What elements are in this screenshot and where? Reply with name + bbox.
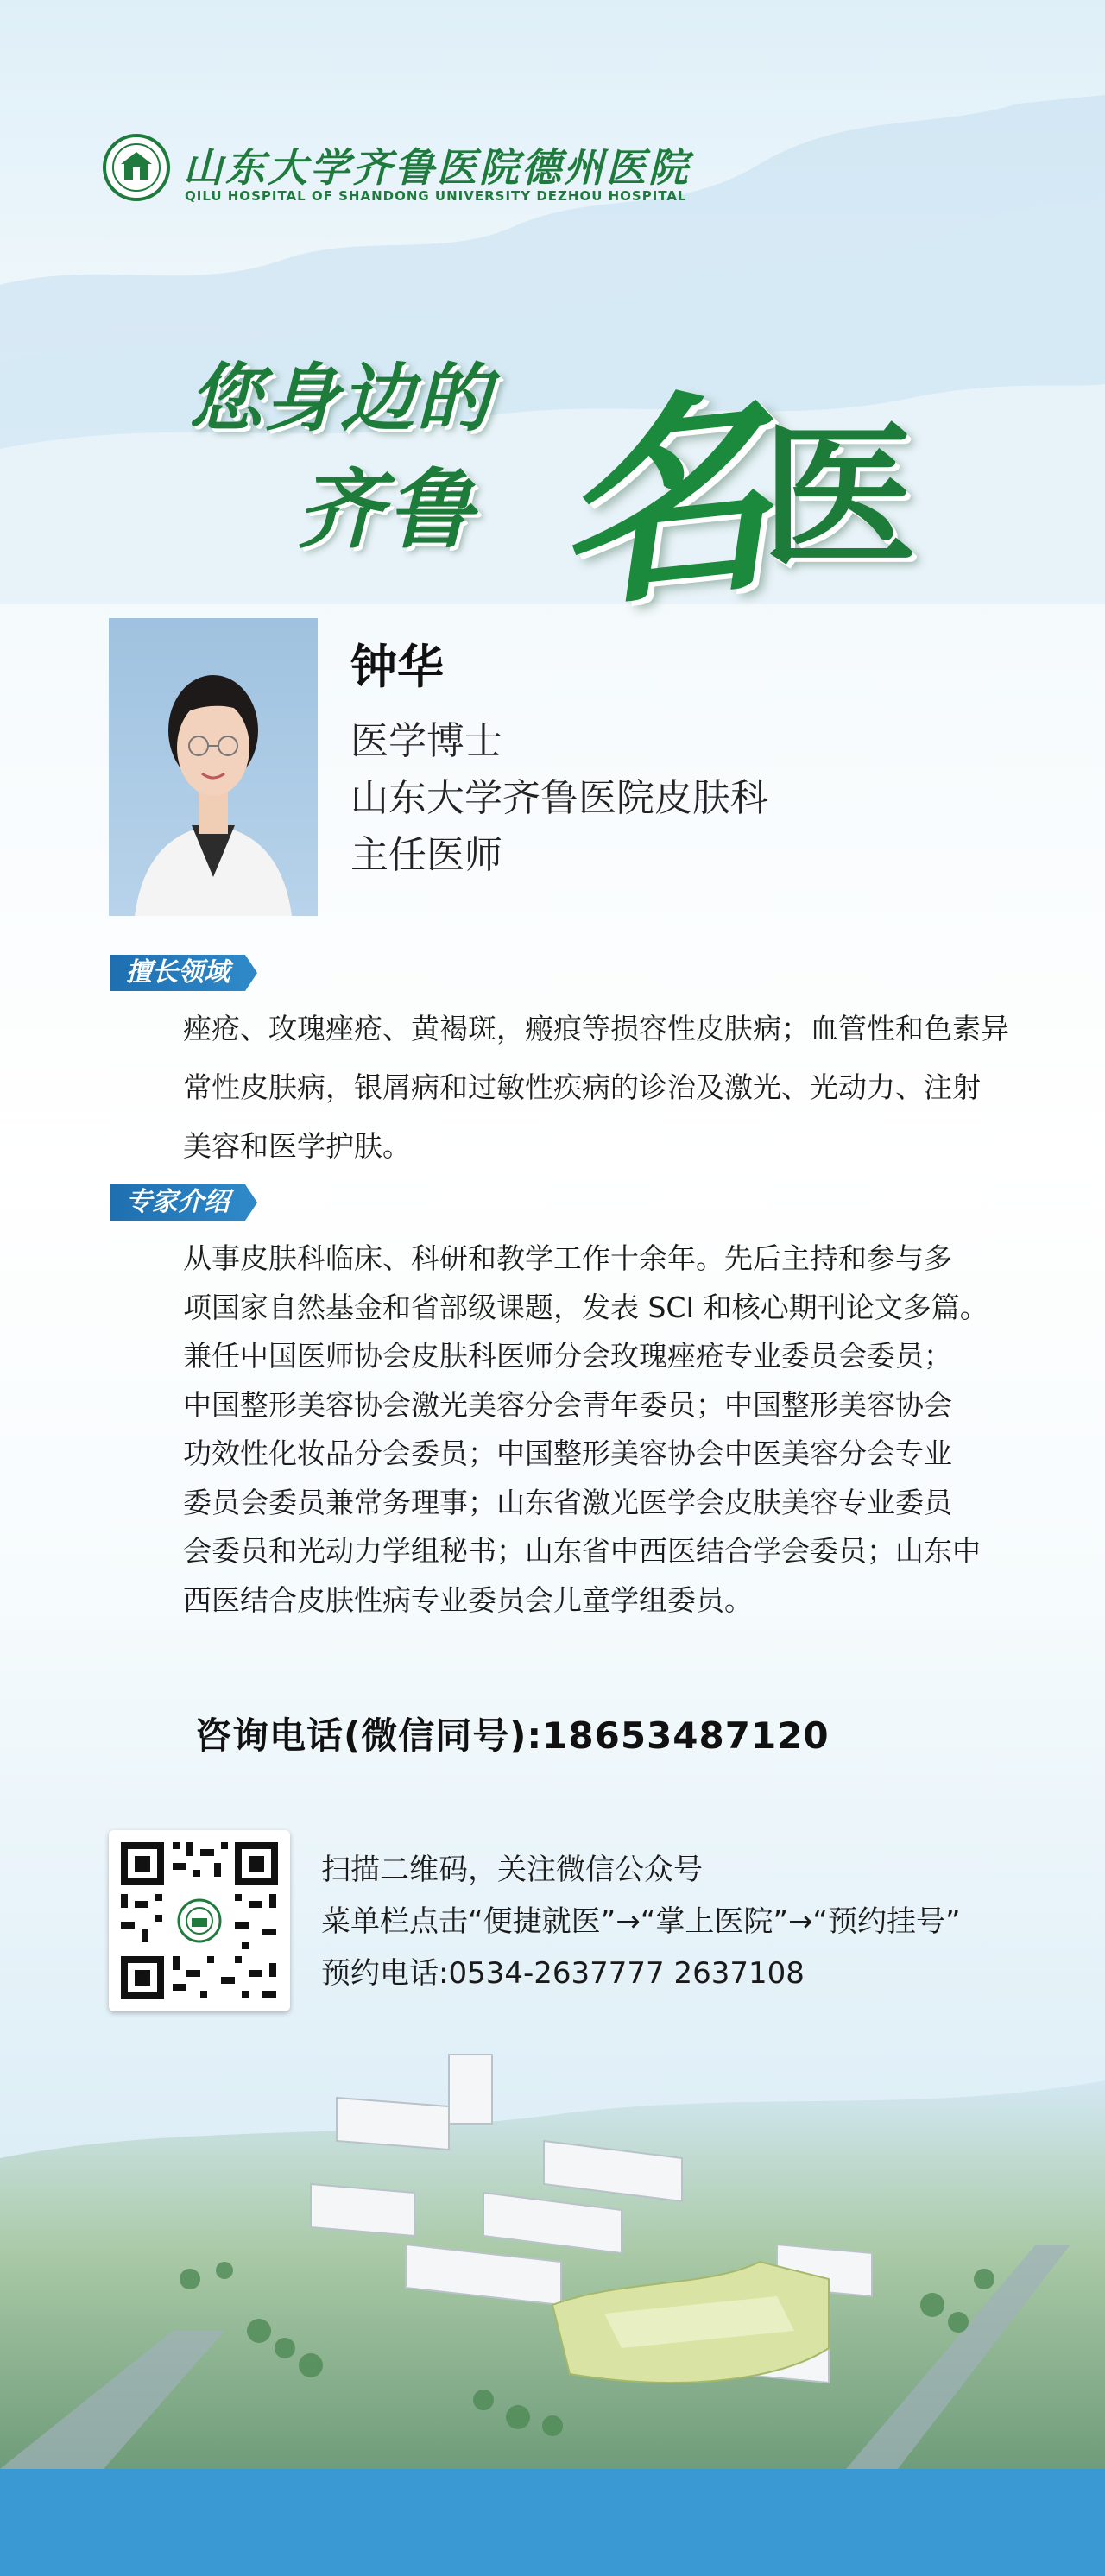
introduction-text bbox=[183, 1234, 1012, 1625]
slogan-big-character-1: 名 bbox=[541, 363, 783, 639]
introduction-line: 从事皮肤科临床、科研和教学工作十余年。先后主持和参与多 bbox=[183, 1241, 952, 1275]
slogan-line-2: 齐鲁 bbox=[297, 459, 477, 560]
slogan-big-character-2: 医 bbox=[761, 407, 918, 588]
hospital-name-en: QILU HOSPITAL OF SHANDONG UNIVERSITY DEZHOU HOSPITAL bbox=[185, 188, 687, 204]
expertise-line: 痤疮、玫瑰痤疮、黄褐斑，瘢痕等损容性皮肤病；血管性和色素异 bbox=[183, 1012, 1009, 1045]
bottom-bar bbox=[0, 2469, 1105, 2576]
introduction-line: 委员会委员兼常务理事；山东省激光医学会皮肤美容专业委员 bbox=[183, 1485, 952, 1519]
hospital-name-cn: 山东大学齐鲁医院德州医院 bbox=[183, 144, 691, 191]
expertise-line: 美容和医学护肤。 bbox=[183, 1129, 411, 1163]
hospital-emblem-icon bbox=[102, 133, 171, 202]
doctor-title: 主任医师 bbox=[350, 833, 502, 877]
doctor-portrait-icon bbox=[109, 618, 318, 916]
introduction-line: 西医结合皮肤性病专业委员会儿童学组委员。 bbox=[183, 1582, 753, 1617]
introduction-tag: 专家介绍 bbox=[110, 1184, 245, 1221]
hospital-aerial-image bbox=[0, 2020, 1105, 2469]
qr-code[interactable] bbox=[109, 1830, 290, 2011]
qr-instruction-2: 菜单栏点击“便捷就医”→“掌上医院”→“预约挂号” bbox=[321, 1904, 961, 1939]
doctor-name: 钟华 bbox=[350, 640, 444, 694]
introduction-line: 兼任中国医师协会皮肤科医师分会玫瑰痤疮专业委员会委员； bbox=[183, 1339, 952, 1373]
expertise-text bbox=[183, 1000, 1012, 1176]
introduction-line: 项国家自然基金和省部级课题，发表 SCI 和核心期刊论文多篇。 bbox=[183, 1290, 988, 1324]
introduction-line: 中国整形美容协会激光美容分会青年委员；中国整形美容协会 bbox=[183, 1387, 952, 1422]
qr-instruction-1: 扫描二维码，关注微信公众号 bbox=[321, 1853, 703, 1887]
expertise-tag: 擅长领域 bbox=[110, 955, 245, 991]
consult-phone: 咨询电话(微信同号):18653487120 bbox=[195, 1714, 830, 1757]
doctor-degree: 医学博士 bbox=[350, 719, 502, 763]
mountain-background bbox=[0, 0, 1105, 604]
slogan-line-1: 您身边的 bbox=[188, 356, 492, 442]
introduction-line: 功效性化妆品分会委员；中国整形美容协会中医美容分会专业 bbox=[183, 1436, 952, 1470]
expertise-line: 常性皮肤病，银屑病和过敏性疾病的诊治及激光、光动力、注射 bbox=[183, 1070, 981, 1104]
doctor-photo bbox=[109, 618, 318, 916]
appointment-phone: 预约电话:0534-2637777 2637108 bbox=[321, 1956, 805, 1991]
qr-code-icon bbox=[109, 1830, 290, 2011]
doctor-department: 山东大学齐鲁医院皮肤科 bbox=[350, 776, 768, 820]
introduction-line: 会委员和光动力学组秘书；山东省中西医结合学会委员；山东中 bbox=[183, 1534, 981, 1568]
